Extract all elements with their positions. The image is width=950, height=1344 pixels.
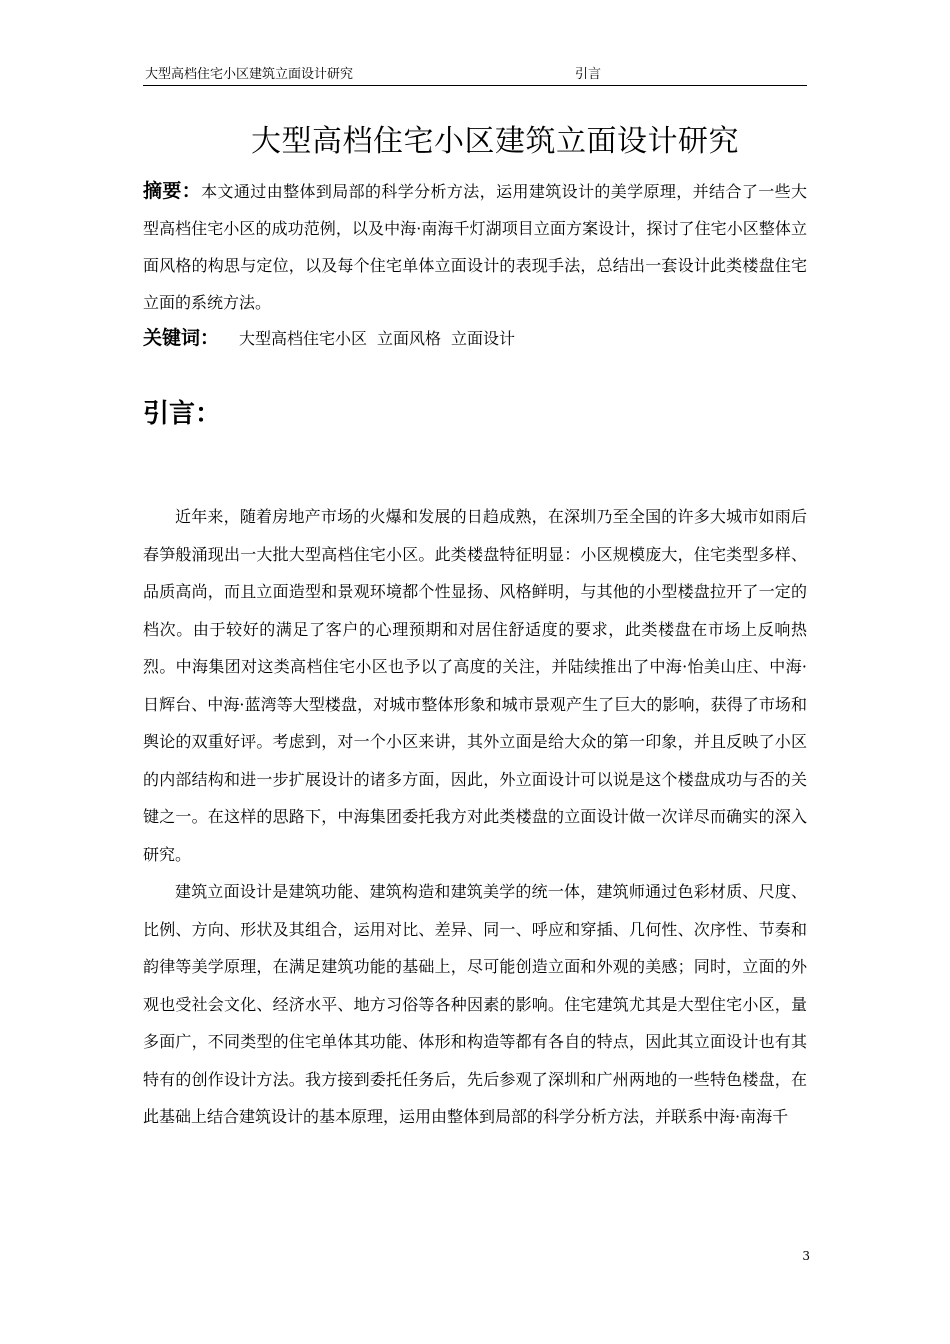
page-number: 3 [802, 1249, 810, 1263]
abstract [143, 173, 807, 321]
body-paragraph: 建筑立面设计是建筑功能、建筑构造和建筑美学的统一体，建筑师通过色彩材质、尺度、比例、方向、形状及其组合，运用对比、差异、同一、呼应和穿插、几何性、次序性、节奏和韵律等美学原理，在满足建筑功能的基础上，尽可能创造立面和外观的美感；同时，立面的外观也受社会文化、经济水平、地方习俗等各种因素的影响。住宅建筑尤其是大型住宅小区，量多面广，不同类型的住宅单体其功能、体形和构造等都有各自的特点，因此其立面设计也有其特有的创作设计方法。我方接到委托任务后，先后参观了深圳和广州两地的一些特色楼盘，在此基础上结合建筑设计的基本原理，运用由整体到局部的科学分析方法，并联系中海·南海千 [143, 882, 807, 1126]
section-heading: 引言： [143, 399, 222, 429]
header-doc-title: 大型高档住宅小区建筑立面设计研究 [145, 67, 354, 82]
running-header [143, 66, 807, 86]
body-paragraph: 近年来，随着房地产市场的火爆和发展的日趋成熟，在深圳乃至全国的许多大城市如雨后春笋般涌现出一大批大型高档住宅小区。此类楼盘特征明显：小区规模庞大，住宅类型多样、品质高尚，而且立面造型和景观环境都个性显扬、风格鲜明，与其他的小型楼盘拉开了一定的档次。由于较好的满足了客户的心理预期和对居住舒适度的要求，此类楼盘在市场上反响热烈。中海集团对这类高档住宅小区也予以了高度的关注，并陆续推出了中海·怡美山庄、中海·日辉台、中海·蓝湾等大型楼盘，对城市整体形象和城市景观产生了巨大的影响，获得了市场和舆论的双重好评。考虑到，对一个小区来讲，其外立面是给大众的第一印象，并且反映了小区的内部结构和进一步扩展设计的诸多方面，因此，外立面设计可以说是这个楼盘成功与否的关键之一。在这样的思路下，中海集团委托我方对此类楼盘的立面设计做一次详尽而确实的深入研究。 [143, 507, 807, 864]
abstract-label: 摘要： [143, 180, 202, 202]
header-section-name: 引言 [575, 67, 602, 82]
keywords [143, 320, 807, 357]
body-text [143, 498, 807, 1136]
document-title: 大型高档住宅小区建筑立面设计研究 [251, 124, 739, 159]
keyword-item: 大型高档住宅小区 [239, 329, 368, 348]
keyword-item: 立面设计 [451, 329, 516, 348]
keyword-item: 立面风格 [377, 329, 442, 348]
header-rule [143, 85, 807, 86]
abstract-text: 本文通过由整体到局部的科学分析方法，运用建筑设计的美学原理，并结合了一些大型高档住宅小区的成功范例，以及中海·南海千灯湖项目立面方案设计，探讨了住宅小区整体立面风格的构思与定位，以及每个住宅单体立面设计的表现手法，总结出一套设计此类楼盘住宅立面的系统方法。 [143, 182, 807, 312]
keywords-label: 关键词： [143, 327, 220, 349]
